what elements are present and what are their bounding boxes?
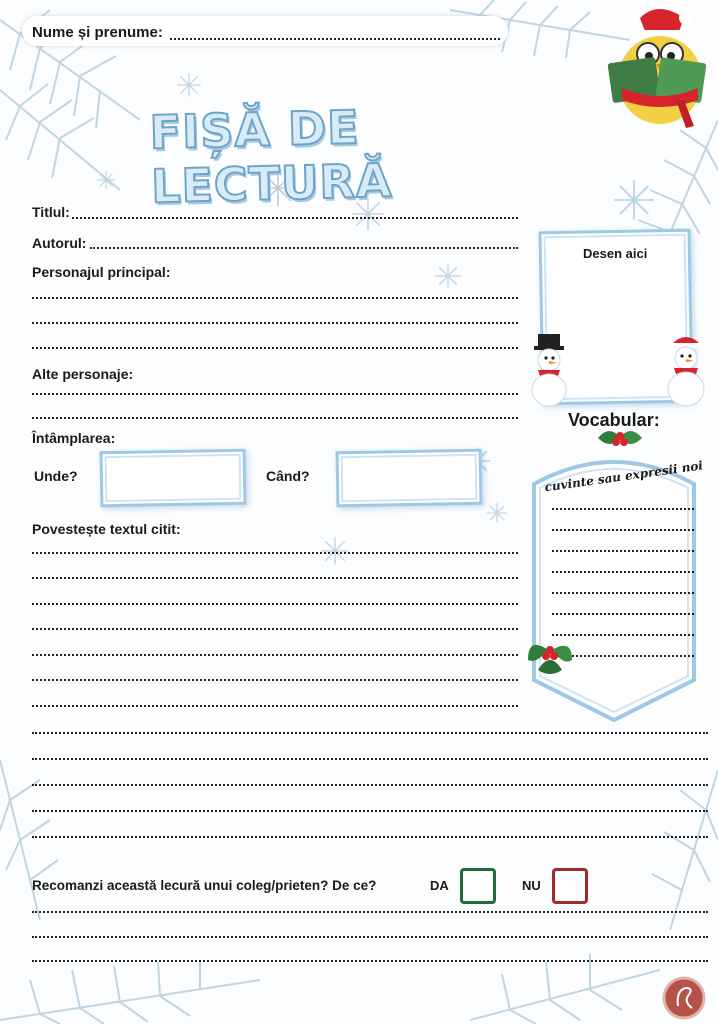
holly-icon	[524, 630, 576, 678]
title-input-line[interactable]	[72, 217, 518, 219]
vocabulary-line[interactable]	[552, 571, 694, 573]
vocabulary-line[interactable]	[552, 613, 694, 615]
snowman-icon	[660, 334, 712, 408]
title-label: Titlul:	[32, 204, 70, 220]
yes-checkbox[interactable]	[460, 868, 496, 904]
retell-line[interactable]	[32, 654, 518, 656]
retell-line[interactable]	[32, 732, 708, 734]
retell-line[interactable]	[32, 705, 518, 707]
main-character-label: Personajul principal:	[32, 264, 171, 280]
retell-line[interactable]	[32, 836, 708, 838]
holly-icon	[596, 424, 644, 454]
vocabulary-title: Vocabular:	[568, 410, 660, 430]
vocabulary-line[interactable]	[552, 592, 694, 594]
no-label: NU	[522, 878, 541, 893]
other-characters-line[interactable]	[32, 417, 518, 419]
retell-label: Povestește textul citit:	[32, 521, 181, 537]
where-input-box[interactable]	[100, 449, 247, 508]
author-input-line[interactable]	[90, 247, 518, 249]
retell-line[interactable]	[32, 603, 518, 605]
retell-line[interactable]	[32, 810, 708, 812]
recommend-line[interactable]	[32, 960, 708, 962]
pine-branch-icon	[0, 960, 260, 1024]
yes-label: DA	[430, 878, 449, 893]
snowflake-icon	[320, 536, 350, 566]
page-title: FIȘĂ DE LECTURĂ	[149, 100, 394, 214]
snowflake-icon	[486, 502, 508, 524]
when-label: Când?	[266, 468, 310, 484]
recommend-line[interactable]	[32, 936, 708, 938]
vocabulary-subtitle: cuvinte sau expresii noi	[543, 458, 704, 495]
vocabulary-line[interactable]	[552, 508, 694, 510]
other-characters-line[interactable]	[32, 393, 518, 395]
pine-branch-icon	[640, 770, 718, 930]
snowflake-icon	[434, 262, 462, 290]
retell-line[interactable]	[32, 552, 518, 554]
retell-line[interactable]	[32, 679, 518, 681]
snowflake-icon	[96, 170, 116, 190]
drawing-label: Desen aici	[583, 246, 648, 261]
main-character-line[interactable]	[32, 322, 518, 324]
main-character-line[interactable]	[32, 297, 518, 299]
no-checkbox[interactable]	[552, 868, 588, 904]
snowflake-icon	[612, 178, 656, 222]
when-input-box[interactable]	[336, 449, 483, 508]
watermark-logo-icon	[662, 976, 706, 1020]
vocabulary-line[interactable]	[552, 550, 694, 552]
author-label: Autorul:	[32, 235, 87, 251]
recommend-question: Recomanzi această lecură unui coleg/prieten? De ce?	[32, 878, 377, 893]
retell-line[interactable]	[32, 784, 708, 786]
name-label: Nume și prenume:	[32, 24, 163, 41]
events-label: Întâmplarea:	[32, 430, 116, 446]
recommend-line[interactable]	[32, 911, 708, 913]
name-input-line[interactable]	[170, 38, 500, 40]
retell-line[interactable]	[32, 758, 708, 760]
main-character-line[interactable]	[32, 347, 518, 349]
snowman-icon	[524, 334, 574, 408]
vocabulary-line[interactable]	[552, 529, 694, 531]
retell-line[interactable]	[32, 577, 518, 579]
reading-owl-icon	[600, 4, 712, 130]
where-label: Unde?	[34, 468, 78, 484]
snowflake-icon	[176, 72, 202, 98]
retell-line[interactable]	[32, 628, 518, 630]
other-characters-label: Alte personaje:	[32, 366, 134, 382]
